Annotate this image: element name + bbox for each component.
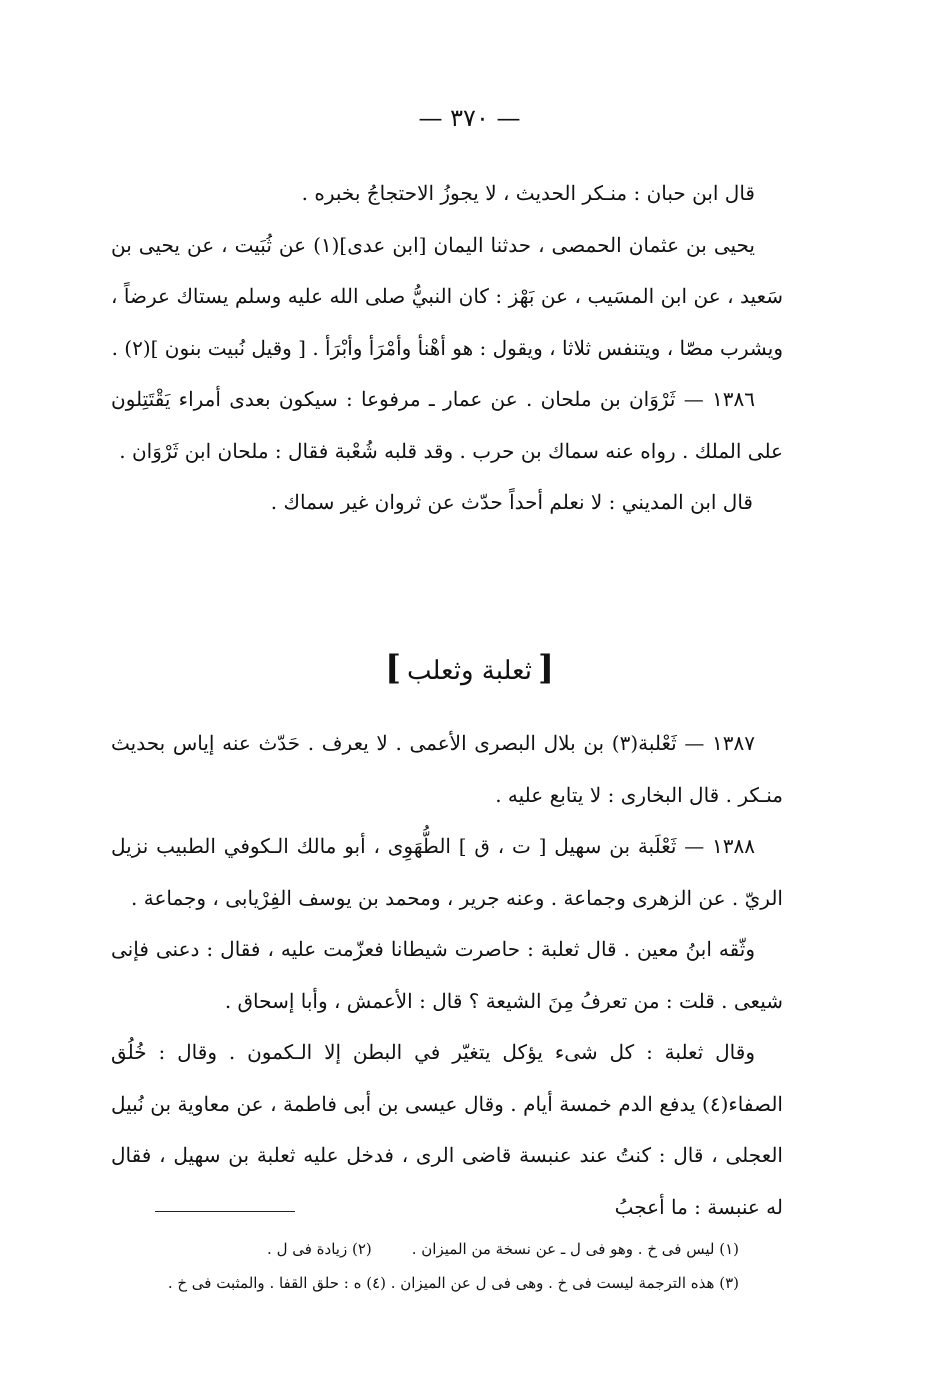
- heading-close-bracket: ]: [384, 648, 402, 688]
- footnote-1: (١) ليس فى خ . وهو فى ل ـ عن نسخة من الميزان .: [411, 1240, 739, 1258]
- entry-1387: ١٣٨٧ — ثَعْلبة(٣) بن بلال البصرى الأعمى . لا يعرف . حَدّث عنه إياس بحديث منـكر . قال البخارى : لا يتابع عليه .: [111, 731, 783, 807]
- section-heading: [0, 648, 939, 688]
- section-heading-title: ثعلبة وثعلب: [407, 656, 532, 686]
- footnotes: [99, 1232, 739, 1300]
- paragraph-ibn-al-madini: قال ابن المديني : لا نعلم أحداً حدّث عن ثروان غير سماك .: [270, 490, 753, 514]
- paragraph-yahya-bin-uthman: يحيى بن عثمان الحمصى ، حدثنا اليمان [ابن عدى](١) عن ثُبَيت ، عن يحيى بن سَعيد ، عن ابن المسَيب ، عن بَهْز : كان النبيُّ صلى الله عليه وسلم يستاك عرضاً ، ويشرب مصّا ، ويتنفس ثلاثا ، ويقول : هو أهْنأ وأمْرَأ وأبْرَأ . [ وقيل نُبيت بنون ](٢) .: [111, 232, 783, 360]
- footnote-line-1: [99, 1232, 739, 1266]
- footnote-divider: [155, 1211, 295, 1212]
- paragraph-ibn-hibban: قال ابن حبان : منـكر الحديث ، لا يجوزُ الاحتجاجُ بخبره .: [301, 181, 755, 205]
- main-text-lower: [111, 718, 783, 1233]
- page-number: — ٣٧٠ —: [418, 104, 521, 132]
- entry-1386: ١٣٨٦ — ثَرْوَان بن ملحان . عن عمار ـ مرفوعا : سيكون بعدى أمراء يَقْتَتِلون على الملك . رواه عنه سماك بن حرب . وقد قلبه شُعْبة فقال : ملحان ابن ثَرْوَان .: [111, 387, 783, 463]
- entry-1388: ١٣٨٨ — ثَعْلَبة بن سهيل [ ت ، ق ] الطُّهَوِى ، أبو مالك الـكوفي الطبيب نزيل الريّ . عن الزهرى وجماعة . وعنه جرير ، ومحمد بن يوسف الفِرْيابى ، وجماعة .: [111, 834, 783, 910]
- footnote-2: (٢) زيادة فى ل .: [267, 1240, 372, 1258]
- heading-open-bracket: [: [537, 648, 555, 688]
- paragraph-ibn-main-tawthiq: وثّقه ابنُ معين . قال ثعلبة : حاصرت شيطانا فعزّمت عليه ، فقال : دعنى فإنى شيعى . قلت : من تعرفُ مِنَ الشيعة ؟ قال : الأعمش ، وأبا إسحاق .: [111, 937, 783, 1013]
- paragraph-thalaba-sayings: وقال ثعلبة : كل شىء يؤكل يتغيّر في البطن إلا الـكمون . وقال : خُلُق الصفاء(٤) يدفع الدم خمسة أيام . وقال عيسى بن أبى فاطمة ، عن معاوية بن نُبيل العجلى ، قال : كنتُ عند عنبسة قاضى الرى ، فدخل عليه ثعلبة بن سهيل ، فقال له عنبسة : ما أعجبُ: [111, 1040, 783, 1219]
- footnote-line-2: (٣) هذه الترجمة ليست فى خ . وهى فى ل عن الميزان . (٤) ه : حلق القفا . والمثبت فى خ .: [167, 1274, 739, 1292]
- main-text-upper: [111, 168, 783, 529]
